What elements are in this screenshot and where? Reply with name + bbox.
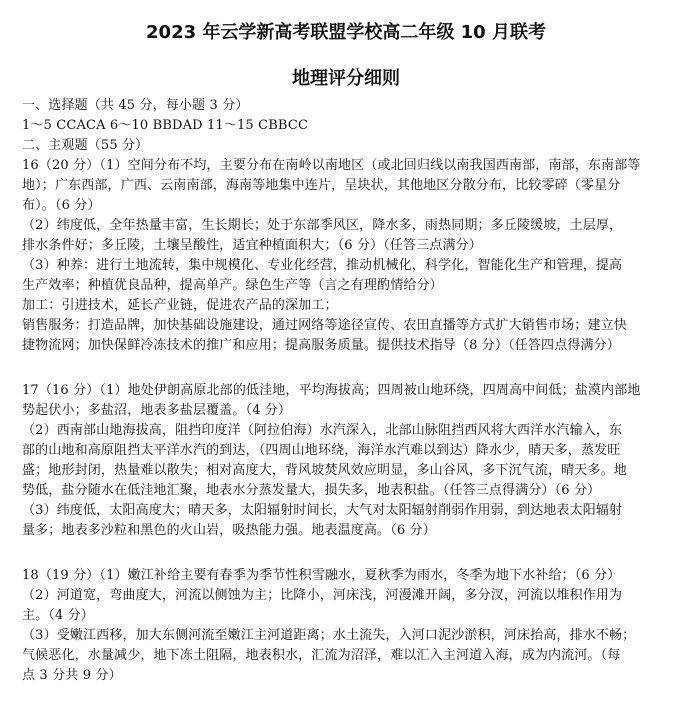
text-line: 1～5 CCACA 6～10 BBDAD 11～15 CBBCC [22,118,309,133]
text-line: （2）西南部山地海拔高，阻挡印度洋（阿拉伯海）水汽深入，北部山脉阻挡西风将大西洋水汽输入，东 [22,423,623,438]
section-spacer [22,356,672,381]
text-line: （2）河道宽，弯曲度大，河流以侧蚀为主；比降小，河床浅，河漫滩开阔，多分汊，河流以堆积作用为 [22,588,623,603]
text-line: 捷物流网；加快保鲜冷冻技术的推广和应用；提高服务质量。提供技术指导（8 分）（任答四点得满分） [22,338,620,353]
objective-section [22,96,672,156]
text-line: 盛；地形封闭，热量难以散失；相对高度大，背风坡焚风效应明显，多山谷风，多下沉气流，晴天多。地 [22,463,627,478]
text-line: 部的山地和高原阻挡太平洋水汽的到达，（四周山地环绕，海洋水汽难以到达）降水少，晴天多，蒸发旺 [22,443,621,458]
question-17 [22,381,672,541]
exam-title: 2023 年云学新高考联盟学校高二年级 10 月联考 [146,22,546,43]
text-line: 地）；广东西部，广西、云南南部，海南等地集中连片，呈块状，其他地区分散分布，比较零碎（零星分 [22,178,621,193]
section-spacer [22,541,672,566]
text-line: 布）。（6 分） [22,198,101,213]
text-line: 点 3 分共 9 分） [22,668,122,683]
text-line: 一、选择题（共 45 分，每小题 3 分） [22,98,249,113]
question-18 [22,566,672,686]
text-line: 销售服务：打造品牌，加快基础设施建设，通过网络等途径宣传、农田直播等方式扩大销售市场；建立快 [22,318,627,333]
text-line: 势起伏小；多盐沼，地表多盐层覆盖。（4 分） [22,403,292,418]
text-line: （3）纬度低，太阳高度大；晴天多，太阳辐射时间长，大气对太阳辐射削弱作用弱，到达地表太阳辐射 [22,503,623,518]
text-line: 18（19 分）（1）嫩江补给主要有春季为季节性积雪融水，夏秋季为雨水，冬季为地下水补给；（6 分） [22,568,621,583]
text-line: 生产效率；种植优良品种，提高单产。绿色生产等（言之有理酌情给分） [22,278,443,293]
text-line: 加工：引进技术，延长产业链，促进农产品的深加工； [22,298,338,313]
text-line: 量多；地表多沙粒和黑色的火山岩，吸热能力强。地表温度高。（6 分） [22,523,436,538]
question-16 [22,156,672,356]
text-line: （3）种养：进行土地流转，集中规模化、专业化经营，推动机械化，科学化，智能化生产和管理，提高 [22,258,623,273]
text-line: 17（16 分）（1）地处伊朗高原北部的低洼地，平均海拔高；四周被山地环绕，四周高中间低；盐漠内部地 [22,383,641,398]
text-line: 气候恶化，水量减少，地下冻土阻隔，地表积水，汇流为沼泽，难以汇入主河道入海，成为内流河。（每 [22,648,621,663]
text-line: 16（20 分）（1）空间分布不均，主要分布在南岭以南地区（或北回归线以南我国西南部，南部，东南部等 [22,158,641,173]
text-line: 主。（4 分） [22,608,94,623]
document-subtitle: 地理评分细则 [292,68,400,89]
text-line: 势低，盐分随水在低洼地汇聚，地表水分蒸发量大，损失多，地表积盐。（任答三点得满分）（6 分） [22,483,601,498]
text-line: （3）受嫩江西移，加大东侧河流至嫩江主河道距离；水土流失，入河口泥沙淤积，河床抬高，排水不畅； [22,628,636,643]
text-line: （2）纬度低，全年热量丰富，生长期长；处于东部季风区，降水多，雨热同期；多丘陵缓坡，土层厚， [22,218,623,233]
text-line: 二、主观题（55 分） [22,138,149,153]
text-line: 排水条件好；多丘陵，土壤呈酸性，适宜种植面积大；（6 分）（任答三点满分） [22,238,482,253]
answer-body [22,96,672,686]
